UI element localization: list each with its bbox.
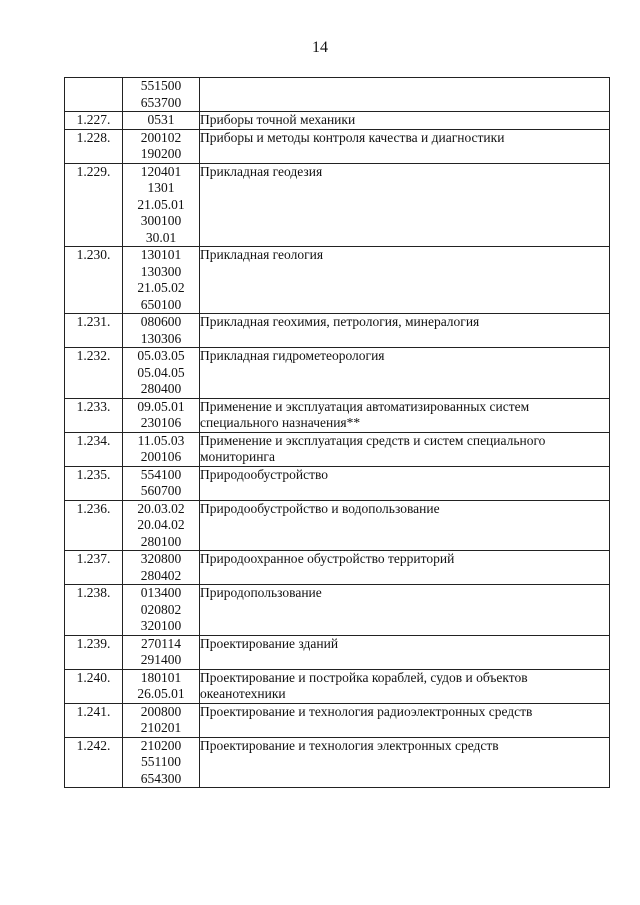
row-codes	[123, 163, 200, 247]
row-number: 1.242.	[65, 737, 123, 788]
row-codes	[123, 669, 200, 703]
row-name: Применение и эксплуатация автоматизированных систем специального назначения**	[200, 398, 610, 432]
row-name: Применение и эксплуатация средств и систем специального мониторинга	[200, 432, 610, 466]
table-row	[65, 163, 610, 247]
code-value: 551100	[141, 754, 181, 769]
table-row	[65, 500, 610, 551]
code-value: 130101	[140, 247, 182, 262]
row-number: 1.230.	[65, 247, 123, 314]
row-codes	[123, 432, 200, 466]
row-number: 1.232.	[65, 348, 123, 399]
table-row	[65, 112, 610, 130]
code-value: 551500	[140, 78, 182, 93]
row-codes	[123, 635, 200, 669]
table-row	[65, 669, 610, 703]
code-value: 05.04.05	[137, 364, 185, 380]
code-value: 291400	[140, 652, 182, 667]
code-value: 650100	[140, 296, 182, 312]
table-body	[65, 78, 610, 788]
code-value: 080600	[140, 314, 182, 329]
row-name: Прикладная гидрометеорология	[200, 348, 610, 399]
code-value: 320800	[140, 551, 182, 566]
code-value: 130306	[140, 330, 182, 346]
code-value: 560700	[140, 483, 182, 498]
row-name: Проектирование зданий	[200, 635, 610, 669]
row-number: 1.229.	[65, 163, 123, 247]
row-codes	[123, 398, 200, 432]
code-value: 11.05.03	[137, 432, 185, 448]
table-row	[65, 703, 610, 737]
code-value: 180101	[140, 669, 182, 685]
row-name: Природоохранное обустройство территорий	[200, 551, 610, 585]
row-number: 1.240.	[65, 669, 123, 703]
specialties-table	[64, 77, 610, 788]
row-number: 1.228.	[65, 129, 123, 163]
code-value: 0531	[147, 112, 175, 127]
code-value: 30.01	[145, 229, 177, 245]
row-number: 1.236.	[65, 500, 123, 551]
code-value: 300100	[140, 213, 182, 228]
code-value: 190200	[140, 146, 182, 161]
table-row	[65, 466, 610, 500]
code-value: 020802	[140, 601, 182, 617]
row-codes	[123, 112, 200, 130]
code-value: 654300	[140, 770, 182, 786]
row-name: Природопользование	[200, 585, 610, 636]
row-codes	[123, 466, 200, 500]
row-codes	[123, 78, 200, 112]
row-name: Приборы точной механики	[200, 112, 610, 130]
row-number: 1.227.	[65, 112, 123, 130]
code-value: 20.03.02	[137, 500, 185, 516]
row-number: 1.233.	[65, 398, 123, 432]
code-value: 20.04.02	[137, 517, 185, 532]
row-codes	[123, 129, 200, 163]
table-row	[65, 78, 610, 112]
row-codes	[123, 314, 200, 348]
row-number: 1.234.	[65, 432, 123, 466]
row-codes	[123, 348, 200, 399]
page-number: 14	[312, 39, 328, 56]
row-number	[65, 78, 123, 112]
row-name: Проектирование и постройка кораблей, судов и объектов океанотехники	[200, 669, 610, 703]
row-name: Природообустройство и водопользование	[200, 500, 610, 551]
row-name: Прикладная геодезия	[200, 163, 610, 247]
row-name: Проектирование и технология электронных средств	[200, 737, 610, 788]
row-number: 1.231.	[65, 314, 123, 348]
code-value: 280100	[140, 533, 182, 549]
code-value: 26.05.01	[137, 686, 185, 701]
code-value: 280400	[140, 381, 182, 396]
row-number: 1.237.	[65, 551, 123, 585]
code-value: 013400	[140, 585, 182, 600]
code-value: 120401	[140, 163, 182, 179]
code-value: 210201	[140, 720, 182, 735]
row-codes	[123, 737, 200, 788]
code-value: 200102	[140, 129, 182, 145]
code-value: 554100	[140, 466, 182, 482]
code-value: 210200	[140, 737, 182, 753]
table-row	[65, 551, 610, 585]
row-codes	[123, 703, 200, 737]
code-value: 200106	[140, 449, 182, 464]
code-value: 21.05.02	[137, 280, 185, 295]
table-row	[65, 585, 610, 636]
table-row	[65, 432, 610, 466]
code-value: 280402	[140, 567, 182, 583]
table-row	[65, 635, 610, 669]
table-row	[65, 737, 610, 788]
row-number: 1.238.	[65, 585, 123, 636]
table-row	[65, 247, 610, 314]
code-value: 230106	[140, 415, 182, 430]
code-value: 320100	[140, 618, 182, 633]
code-value: 200800	[140, 703, 182, 719]
table-row	[65, 348, 610, 399]
row-codes	[123, 500, 200, 551]
code-value: 653700	[140, 94, 182, 110]
row-codes	[123, 551, 200, 585]
code-value: 21.05.01	[137, 196, 185, 212]
table-row	[65, 398, 610, 432]
code-value: 130300	[140, 263, 182, 279]
table-row	[65, 314, 610, 348]
row-name	[200, 78, 610, 112]
code-value: 270114	[141, 635, 181, 651]
row-name: Природообустройство	[200, 466, 610, 500]
row-name: Приборы и методы контроля качества и диагностики	[200, 129, 610, 163]
row-codes	[123, 247, 200, 314]
row-number: 1.235.	[65, 466, 123, 500]
row-name: Прикладная геология	[200, 247, 610, 314]
code-value: 05.03.05	[137, 348, 185, 363]
row-name: Прикладная геохимия, петрология, минералогия	[200, 314, 610, 348]
row-name: Проектирование и технология радиоэлектронных средств	[200, 703, 610, 737]
row-number: 1.239.	[65, 635, 123, 669]
code-value: 09.05.01	[137, 398, 185, 414]
row-codes	[123, 585, 200, 636]
table-row	[65, 129, 610, 163]
row-number: 1.241.	[65, 703, 123, 737]
code-value: 1301	[147, 180, 175, 195]
